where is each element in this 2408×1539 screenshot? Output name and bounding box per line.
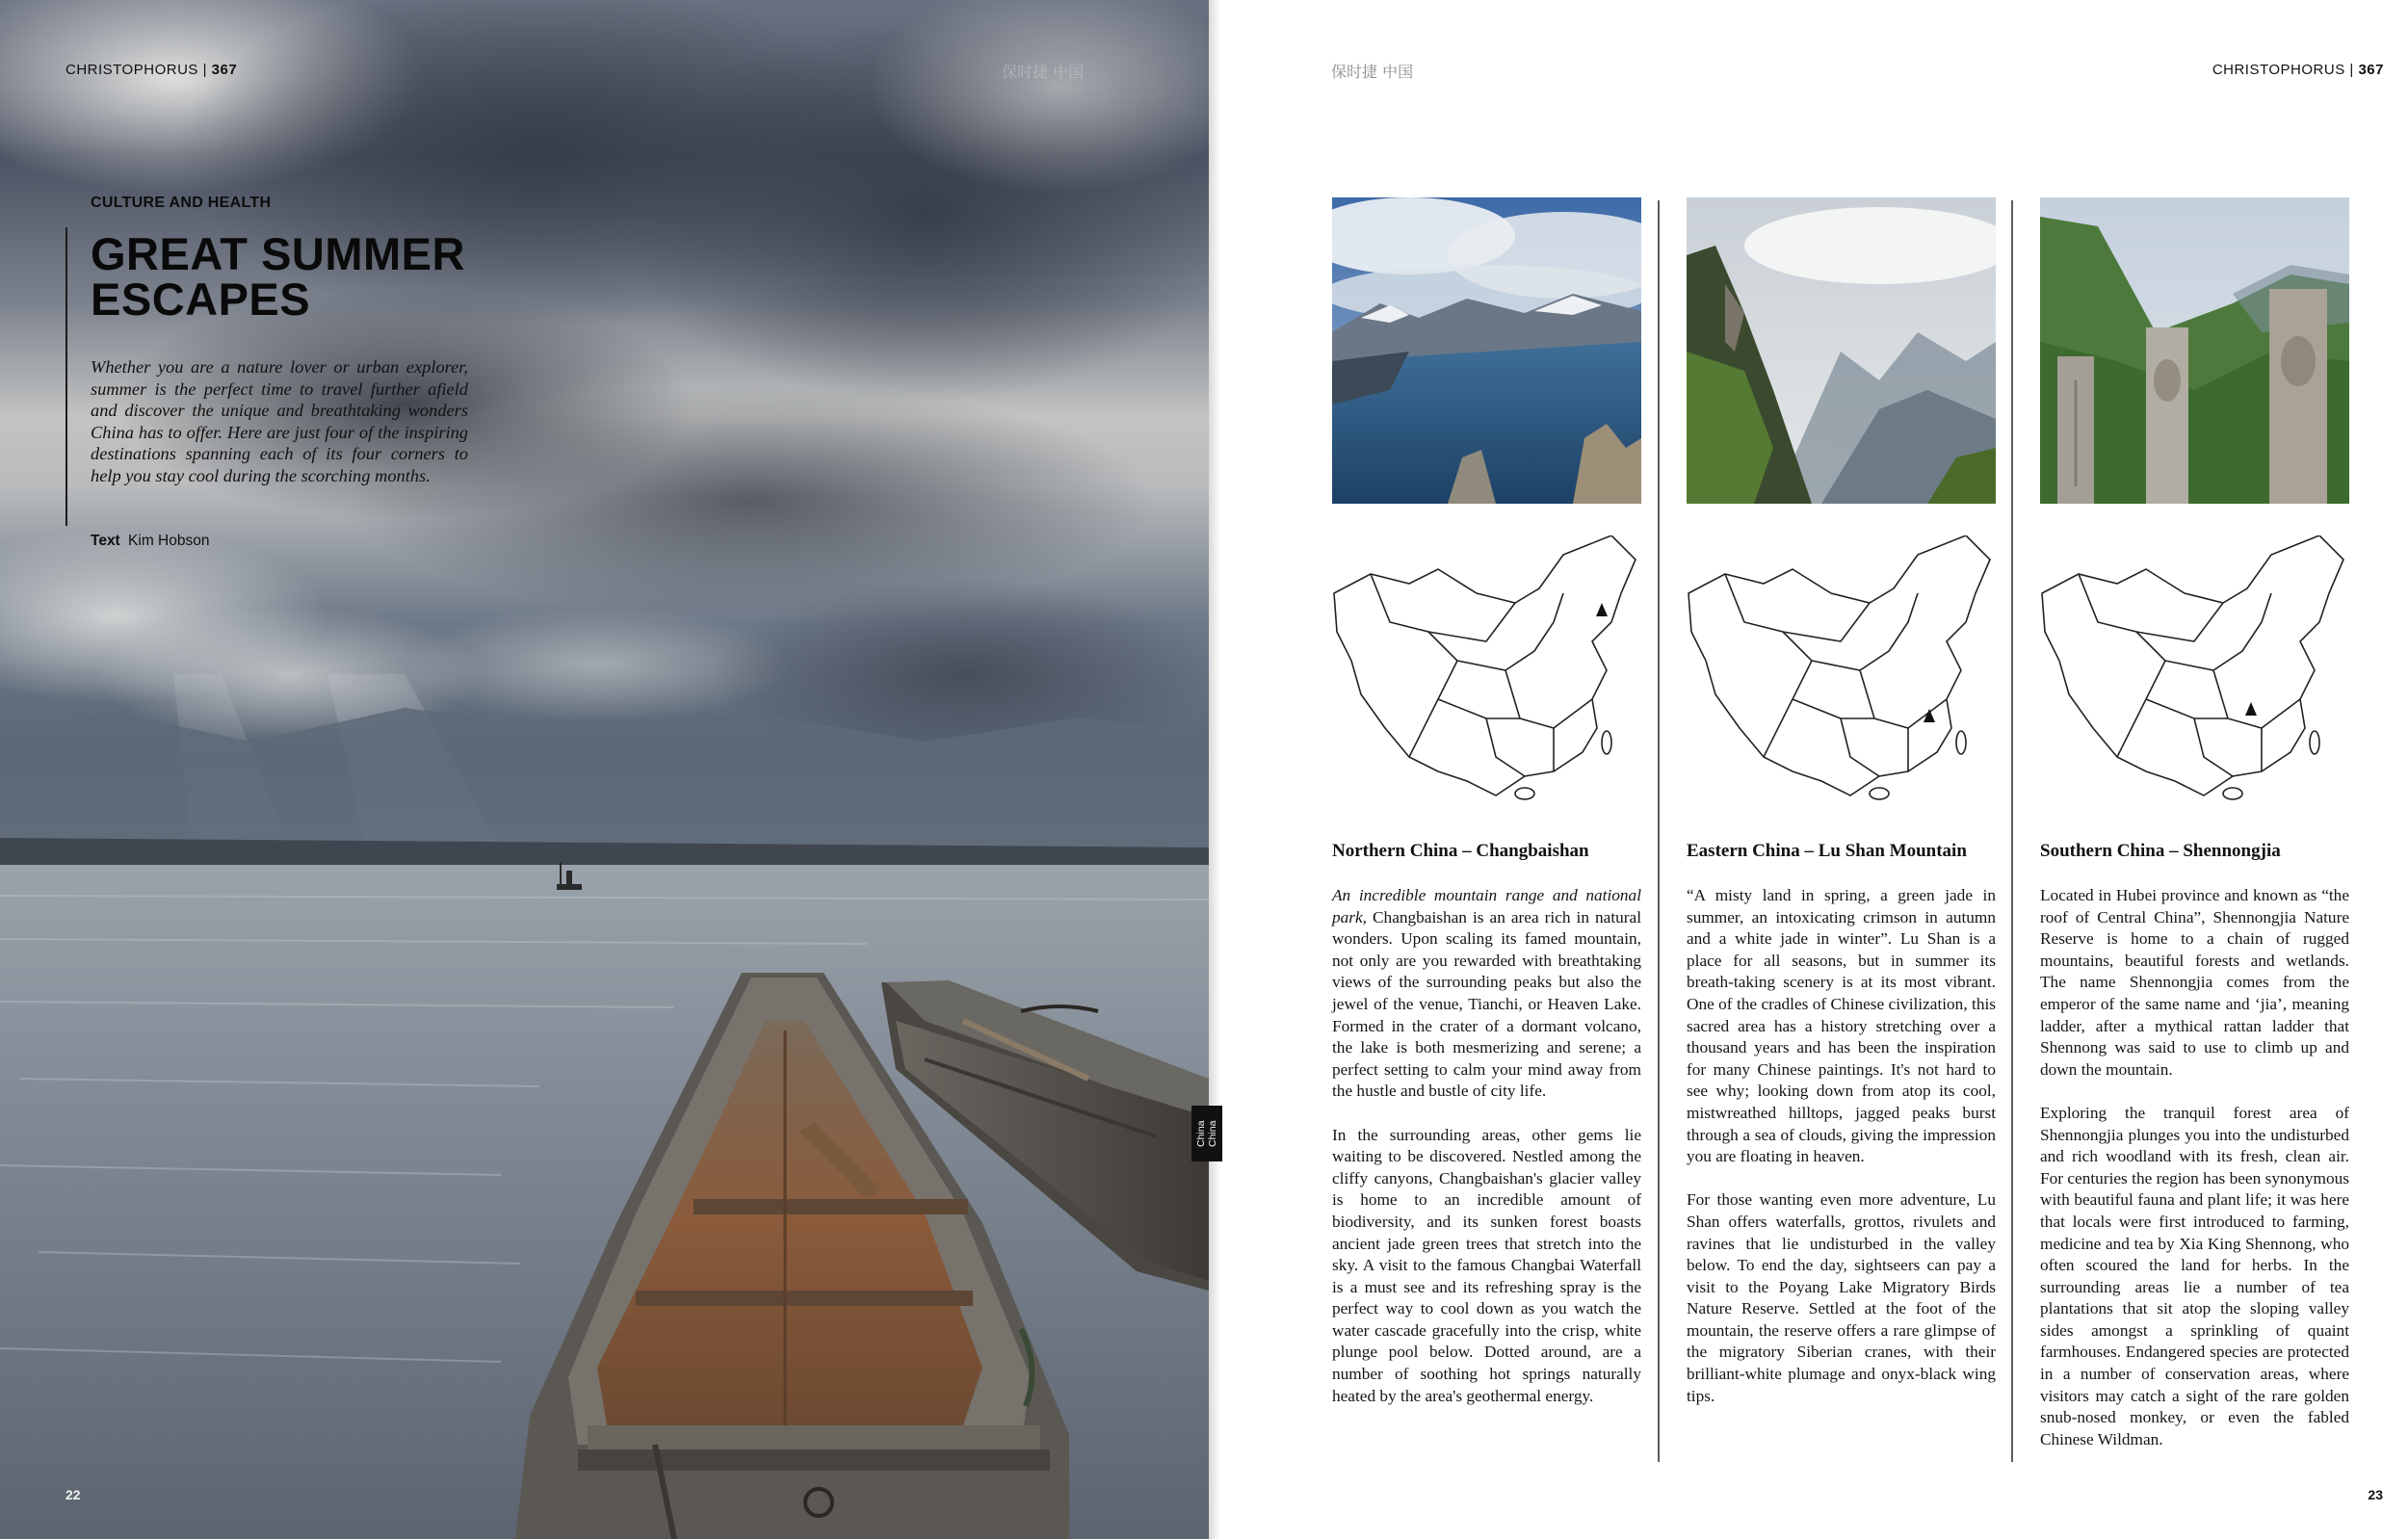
section-side-tab	[1191, 1106, 1222, 1161]
header-separator: |	[2349, 62, 2354, 78]
page-number-right: 23	[2368, 1487, 2383, 1502]
title-vertical-rule	[65, 227, 67, 526]
issue-number: 367	[2358, 62, 2384, 78]
column-heading-east: Eastern China – Lu Shan Mountain	[1687, 841, 1967, 861]
paragraph	[2040, 1103, 2349, 1451]
magazine-header-left	[65, 62, 237, 78]
magazine-header-right	[2212, 62, 2384, 78]
byline-author: Kim Hobson	[128, 533, 210, 549]
header-separator: |	[202, 62, 207, 78]
paragraph-text: For those wanting even more adventure, Lu Shan offers waterfalls, grottos, rivulets and ravines that lie undisturbed in the valley below. To end the day, sightseers can pay a visit to the Poyang Lake Migratory Birds Nature Reserve. Settled at the foot of the mountain, the reserve offers a rare glimpse of the migratory Siberian cranes, with their brilliant-white plumage and onyx-black wing tips.	[1687, 1190, 1996, 1405]
china-map-north-marker	[1332, 535, 1641, 805]
right-page	[1220, 0, 2408, 1539]
china-map-east-marker	[1687, 535, 1996, 805]
paragraph	[1687, 885, 1996, 1168]
paragraph-text: In the surrounding areas, other gems lie waiting to be discovered. Nestled among the cliffy canyons, Changbaishan's glacier valley is home to an incredible amount of biodiversity, and its sunken forest boasts ancient jade green trees that stretch into the sky. A visit to the famous Changbai Waterfall is a must see and its refreshing spray is the perfect way to cool down as you watch the water cascade gracefully into the crisp, white plunge pool below. Dotted around, are a number of soothing hot springs naturally heated by the area's geothermal energy.	[1332, 1125, 1641, 1405]
lead-italic: An incredible mountain range and national park,	[1332, 886, 1641, 926]
paragraph-text: Exploring the tranquil forest area of Shennongjia plunges you into the undisturbed and rich woodland with its fresh, clean air. For centuries the region has been synonymous with beautiful fauna and plant life; it was here that locals were first introduced to farming, medicine and tea by Xia King Shennong, who often scoured the land for herbs. In the surrounding areas lie a number of tea plantations that sit atop the sloping valley sides amongst a sprinkling of quaint farmhouses. Endangered species are protected in a number of conservation areas, where visitors may catch a sight of the rare golden snub-nosed monkey, or even the fabled Chinese Wildman.	[2040, 1103, 2349, 1448]
ghost-chinese-text: 保时捷 中国	[1002, 63, 1085, 81]
column-body-north	[1332, 885, 1641, 1429]
side-tab-line-2: China	[1207, 1120, 1218, 1147]
column-divider	[1658, 200, 1660, 1462]
byline	[91, 533, 209, 550]
header-chinese-text: 保时捷 中国	[1331, 63, 1414, 81]
byline-label: Text	[91, 533, 120, 549]
paragraph	[1332, 885, 1641, 1103]
magazine-name: CHRISTOPHORUS	[2212, 62, 2345, 78]
column-heading-north: Northern China – Changbaishan	[1332, 841, 1589, 861]
china-map-south-marker	[2040, 535, 2349, 805]
magazine-name: CHRISTOPHORUS	[65, 62, 198, 78]
paragraph-text: Changbaishan is an area rich in natural wonders. Upon scaling its famed mountain, not only are you rewarded with breathtaking views of the surrounding peaks but also the jewel of the venue, Tianchi, or Heaven Lake. Formed in the crater of a dormant volcano, the lake is both mesmerizing and serene; a perfect setting to calm your mind away from the hustle and bustle of city life.	[1332, 907, 1641, 1101]
photo-shennongjia-stone-carvings	[2040, 197, 2349, 504]
page-gutter	[1209, 0, 1220, 1539]
side-tab-line-1: China	[1195, 1120, 1207, 1147]
article-intro: Whether you are a nature lover or urban explorer, summer is the perfect time to travel further afield and discover the unique and breathtaking wonders China has to offer. Here are just four of the inspiring destinations spanning each of its four corners to help you stay cool during the scorching months.	[91, 357, 468, 485]
paragraph	[2040, 885, 2349, 1081]
photo-changbaishan-heaven-lake	[1332, 197, 1641, 504]
column-body-south	[2040, 885, 2349, 1473]
column-body-east	[1687, 885, 1996, 1429]
paragraph	[1332, 1125, 1641, 1408]
page-number-left: 22	[65, 1487, 81, 1502]
paragraph-text: Located in Hubei province and known as “the roof of Central China”, Shennongjia Nature Reserve is home to a chain of rugged mountains, beautiful forests and wetlands. The name Shennongjia comes from the emperor of the same name and ‘jia’, meaning ladder, after a mythical rattan ladder that Shennong was said to use to climb up and down the mountain.	[2040, 886, 2349, 1079]
column-heading-south: Southern China – Shennongjia	[2040, 841, 2281, 861]
photo-lu-shan-mountain	[1687, 197, 1996, 504]
issue-number: 367	[211, 62, 238, 78]
paragraph-text: “A misty land in spring, a green jade in summer, an intoxicating crimson in autumn and a white jade in winter”. Lu Shan is a place for all seasons, but in summer its breath-taking scenery is at its most vibrant. One of the cradles of Chinese civilization, this sacred area has a history stretching over a thousand years and has been the inspiration for many Chinese paintings. It's not hard to see why; looking down from atop its cool, mistwreathed hilltops, jagged peaks burst through a sea of clouds, giving the impression you are floating in heaven.	[1687, 886, 1996, 1166]
article-title: GREAT SUMMER ESCAPES	[91, 228, 465, 325]
section-label: CULTURE AND HEALTH	[91, 195, 272, 211]
paragraph	[1687, 1189, 1996, 1407]
column-divider	[2011, 200, 2013, 1462]
